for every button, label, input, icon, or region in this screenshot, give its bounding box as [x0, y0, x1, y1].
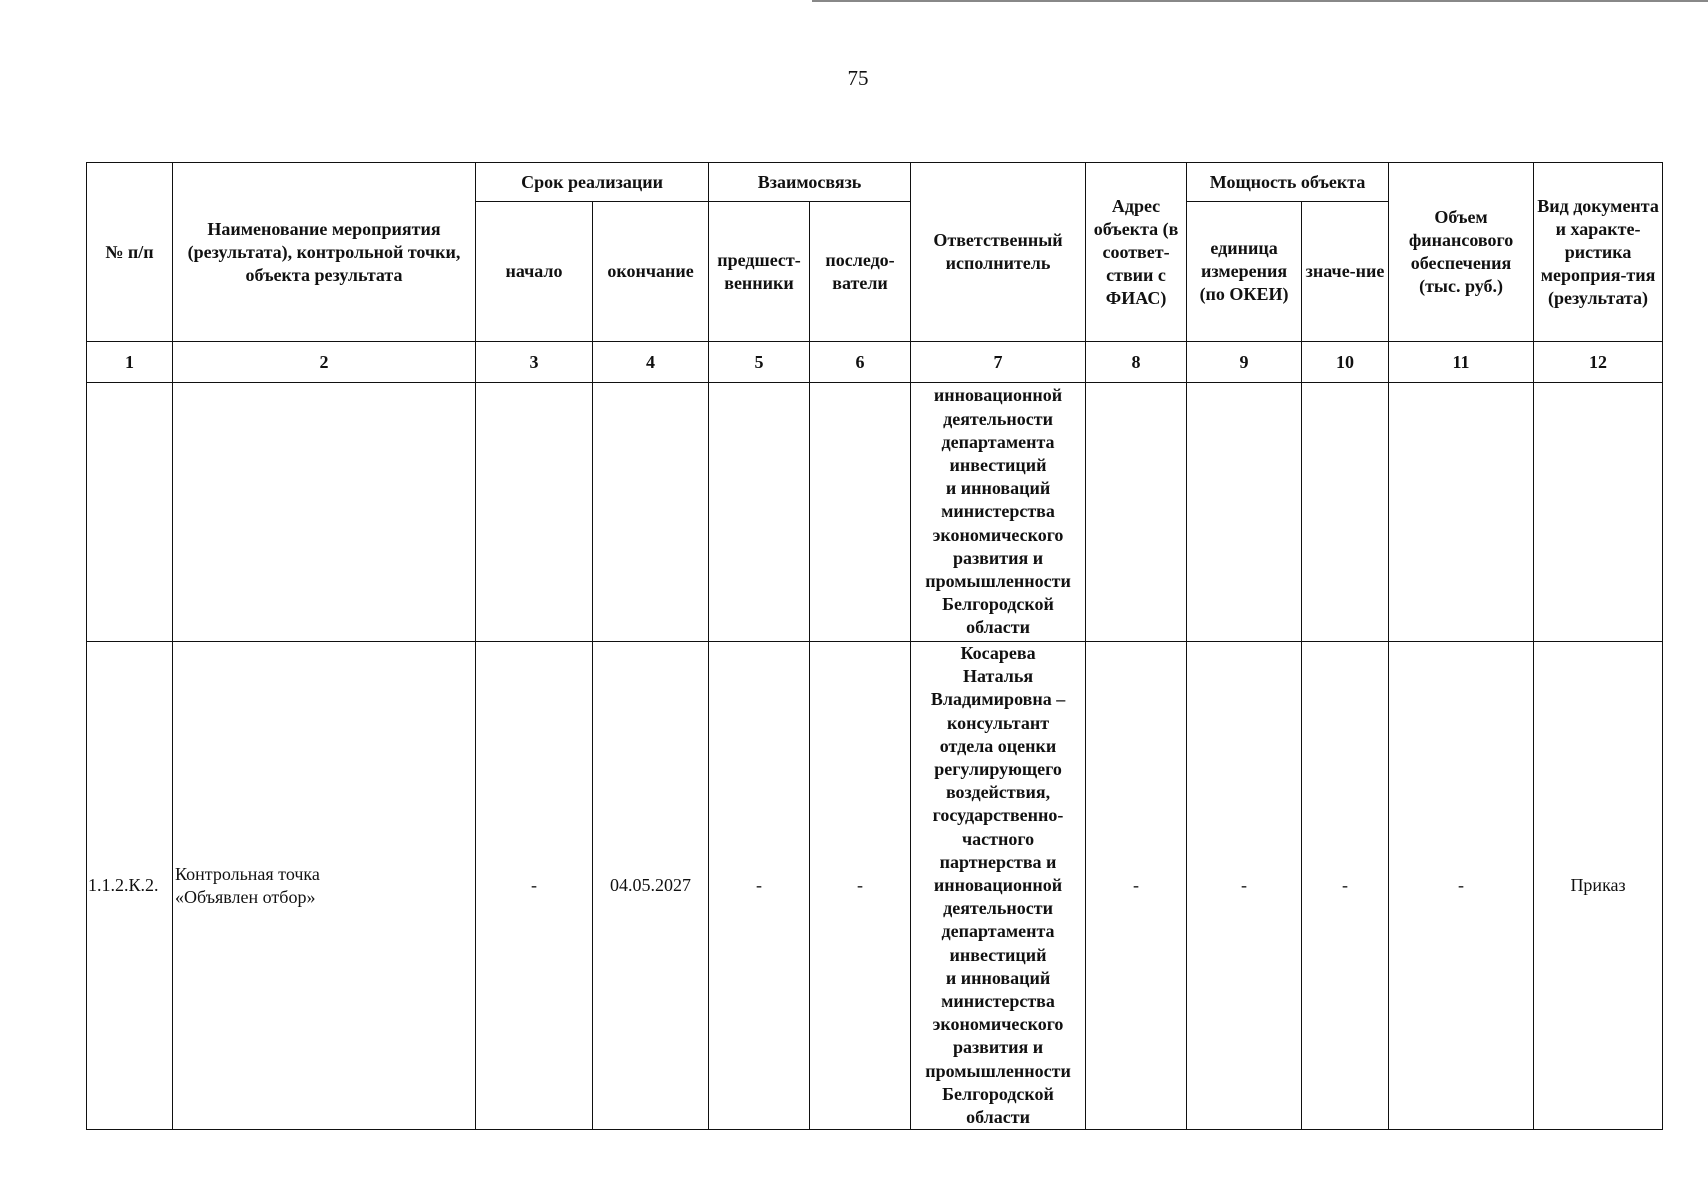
row-end: 04.05.2027	[593, 642, 709, 1130]
row-value: -	[1302, 642, 1389, 1130]
row-doc-type: Приказ	[1534, 642, 1663, 1130]
row-unit: -	[1187, 642, 1302, 1130]
row-value	[1302, 383, 1389, 642]
header-finance: Объем финансового обеспечения (тыс. руб.)	[1389, 163, 1534, 342]
row-successors	[810, 383, 911, 642]
row-number	[87, 383, 173, 642]
row-name: Контрольная точка «Объявлен отбор»	[173, 642, 476, 1130]
column-number: 12	[1534, 342, 1663, 383]
header-end: окончание	[593, 202, 709, 342]
header-responsible: Ответственный исполнитель	[911, 163, 1086, 342]
row-start: -	[476, 642, 593, 1130]
header-successors: последо-ватели	[810, 202, 911, 342]
row-address: -	[1086, 642, 1187, 1130]
header-address: Адрес объекта (в соответ-ствии с ФИАС)	[1086, 163, 1187, 342]
top-rule	[812, 0, 1708, 2]
header-unit: единица измерения (по ОКЕИ)	[1187, 202, 1302, 342]
row-responsible: Косарева Наталья Владимировна – консультант отдела оценки регулирующего воздействия, государственно- частного партнерства и инновационной деятельности департамента инвестиций и инноваций министерства экономического развития и промышленности Белгородской области	[911, 642, 1086, 1130]
row-responsible: инновационной деятельности департамента инвестиций и инноваций министерства экономического развития и промышленности Белгородской области	[911, 383, 1086, 642]
column-number: 8	[1086, 342, 1187, 383]
column-number: 7	[911, 342, 1086, 383]
row-end	[593, 383, 709, 642]
column-number: 9	[1187, 342, 1302, 383]
row-name	[173, 383, 476, 642]
row-number: 1.1.2.К.2.	[87, 642, 173, 1130]
row-predecessors: -	[709, 642, 810, 1130]
row-finance: -	[1389, 642, 1534, 1130]
header-term-group: Срок реализации	[476, 163, 709, 202]
plan-table	[86, 162, 1663, 1130]
header-predecessors: предшест-венники	[709, 202, 810, 342]
column-number: 11	[1389, 342, 1534, 383]
row-doc-type	[1534, 383, 1663, 642]
header-number: № п/п	[87, 163, 173, 342]
row-unit	[1187, 383, 1302, 642]
page-number: 75	[847, 66, 869, 90]
column-number: 1	[87, 342, 173, 383]
header-link-group: Взаимосвязь	[709, 163, 911, 202]
column-number: 6	[810, 342, 911, 383]
header-start: начало	[476, 202, 593, 342]
header-value: значе-ние	[1302, 202, 1389, 342]
row-predecessors	[709, 383, 810, 642]
row-address	[1086, 383, 1187, 642]
row-finance	[1389, 383, 1534, 642]
column-number: 2	[173, 342, 476, 383]
column-number: 3	[476, 342, 593, 383]
table-row	[87, 383, 1663, 642]
header-capacity-group: Мощность объекта	[1187, 163, 1389, 202]
column-number: 4	[593, 342, 709, 383]
header-name: Наименование мероприятия (результата), контрольной точки, объекта результата	[173, 163, 476, 342]
column-number: 5	[709, 342, 810, 383]
table-row	[87, 642, 1663, 1130]
row-successors: -	[810, 642, 911, 1130]
row-start	[476, 383, 593, 642]
header-doc-type: Вид документа и характе-ристика мероприя-тия (результата)	[1534, 163, 1663, 342]
column-number: 10	[1302, 342, 1389, 383]
